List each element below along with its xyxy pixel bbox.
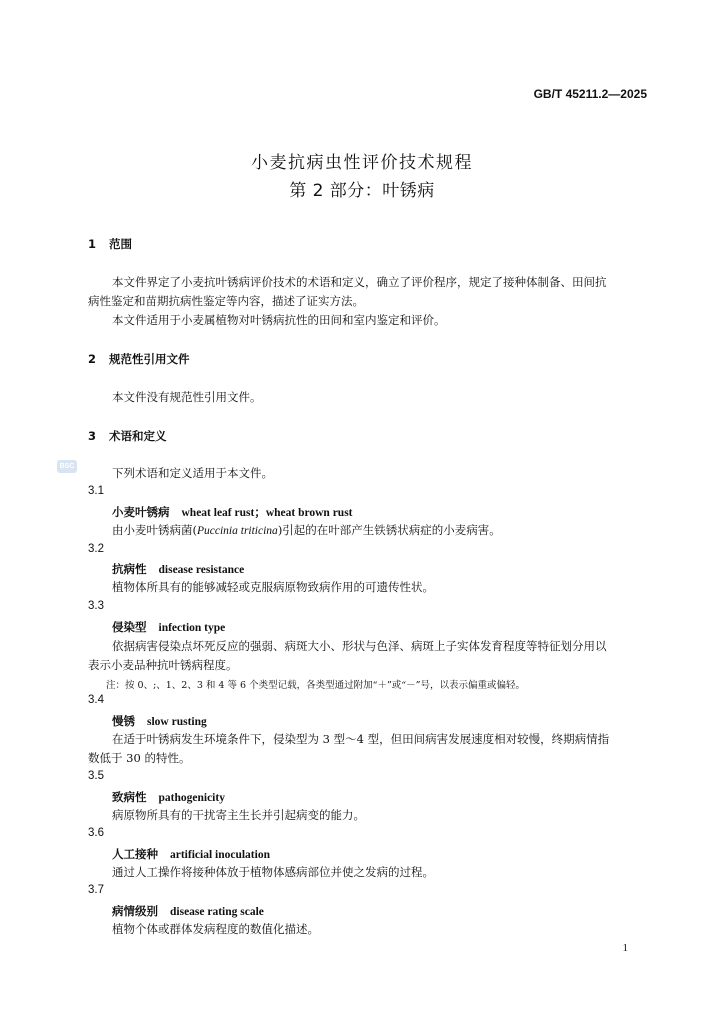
- document-subtitle: 第 2 部分：叶锈病: [289, 181, 435, 201]
- term-zh: 病情级别: [112, 904, 158, 918]
- term-zh: 慢锈: [112, 714, 135, 728]
- watermark-logo: BSC: [57, 460, 77, 473]
- section-title: 规范性引用文件: [109, 352, 190, 366]
- term-zh: 小麦叶锈病: [112, 505, 170, 519]
- term-en: slow rusting: [147, 716, 207, 728]
- term-entry: [112, 903, 264, 919]
- term-entry: [112, 504, 353, 520]
- term-definition: 植物个体或群体发病程度的数值化描述。: [112, 922, 319, 936]
- section-title: 范围: [109, 237, 132, 251]
- term-entry: [112, 561, 244, 577]
- definition-text: 由小麦叶锈病菌(: [112, 523, 197, 537]
- term-number: 3.2: [88, 543, 104, 555]
- section-heading-normative-references: [88, 351, 190, 367]
- term-number: 3.5: [88, 770, 104, 782]
- term-zh: 人工接种: [112, 847, 158, 861]
- term-definition: 在适于叶锈病发生环境条件下，侵染型为 3 型～4 型，但田间病害发展速度相对较慢，终期病情指: [112, 732, 610, 746]
- term-definition-continued: 数低于 30 的特性。: [88, 751, 191, 765]
- term-zh: 侵染型: [112, 620, 147, 634]
- term-entry: [112, 846, 270, 862]
- definition-text: )引起的在叶部产生铁锈状病症的小麦病害。: [277, 523, 501, 537]
- section-number: 1: [88, 237, 97, 251]
- term-note: 注：按 0、;、1、2、3 和 4 等 6 个类型记载，各类型通过附加“＋”或“－”号，以表示偏重或偏轻。: [106, 680, 526, 691]
- section-number: 2: [88, 352, 97, 366]
- section-title: 术语和定义: [109, 429, 167, 443]
- paragraph-line: 下列术语和定义适用于本文件。: [112, 466, 273, 480]
- term-entry: [112, 713, 207, 729]
- standard-code: GB/T 45211.2—2025: [533, 87, 647, 101]
- term-en: wheat leaf rust；wheat brown rust: [181, 507, 353, 519]
- term-entry: [112, 619, 225, 635]
- term-definition: 通过人工操作将接种体放于植物体感病部位并使之发病的过程。: [112, 865, 434, 879]
- term-entry: [112, 789, 225, 805]
- term-number: 3.4: [88, 694, 104, 706]
- latin-name: Puccinia triticina: [197, 525, 278, 537]
- paragraph-line: 本文件适用于小麦属植物对叶锈病抗性的田间和室内鉴定和评价。: [112, 313, 446, 327]
- term-en: infection type: [158, 622, 226, 634]
- term-number: 3.3: [88, 600, 104, 612]
- paragraph-line: 本文件界定了小麦抗叶锈病评价技术的术语和定义，确立了评价程序，规定了接种体制备、田间抗: [112, 275, 607, 289]
- term-definition: 病原物所具有的干扰寄主生长并引起病变的能力。: [112, 808, 365, 822]
- term-definition-continued: 表示小麦品种抗叶锈病程度。: [88, 658, 238, 672]
- term-en: pathogenicity: [158, 792, 225, 804]
- section-number: 3: [88, 429, 97, 443]
- term-en: disease resistance: [158, 564, 245, 576]
- term-number: 3.1: [88, 485, 104, 497]
- document-title: 小麦抗病虫性评价技术规程: [251, 153, 473, 173]
- paragraph-line: 病性鉴定和苗期抗病性鉴定等内容，描述了证实方法。: [88, 294, 364, 308]
- section-heading-terms: [88, 428, 167, 444]
- section-heading-scope: [88, 236, 132, 252]
- term-number: 3.7: [88, 884, 104, 896]
- term-definition: [112, 522, 501, 538]
- term-number: 3.6: [88, 827, 104, 839]
- term-en: disease rating scale: [170, 906, 264, 918]
- term-en: artificial inoculation: [170, 849, 270, 861]
- term-definition: 植物体所具有的能够减轻或克服病原物致病作用的可遗传性状。: [112, 580, 434, 594]
- term-zh: 抗病性: [112, 562, 147, 576]
- term-definition: 依据病害侵染点坏死反应的强弱、病斑大小、形状与色泽、病斑上子实体发育程度等特征划分用以: [112, 639, 607, 653]
- page-number: 1: [622, 942, 628, 954]
- paragraph-line: 本文件没有规范性引用文件。: [112, 390, 262, 404]
- term-zh: 致病性: [112, 790, 147, 804]
